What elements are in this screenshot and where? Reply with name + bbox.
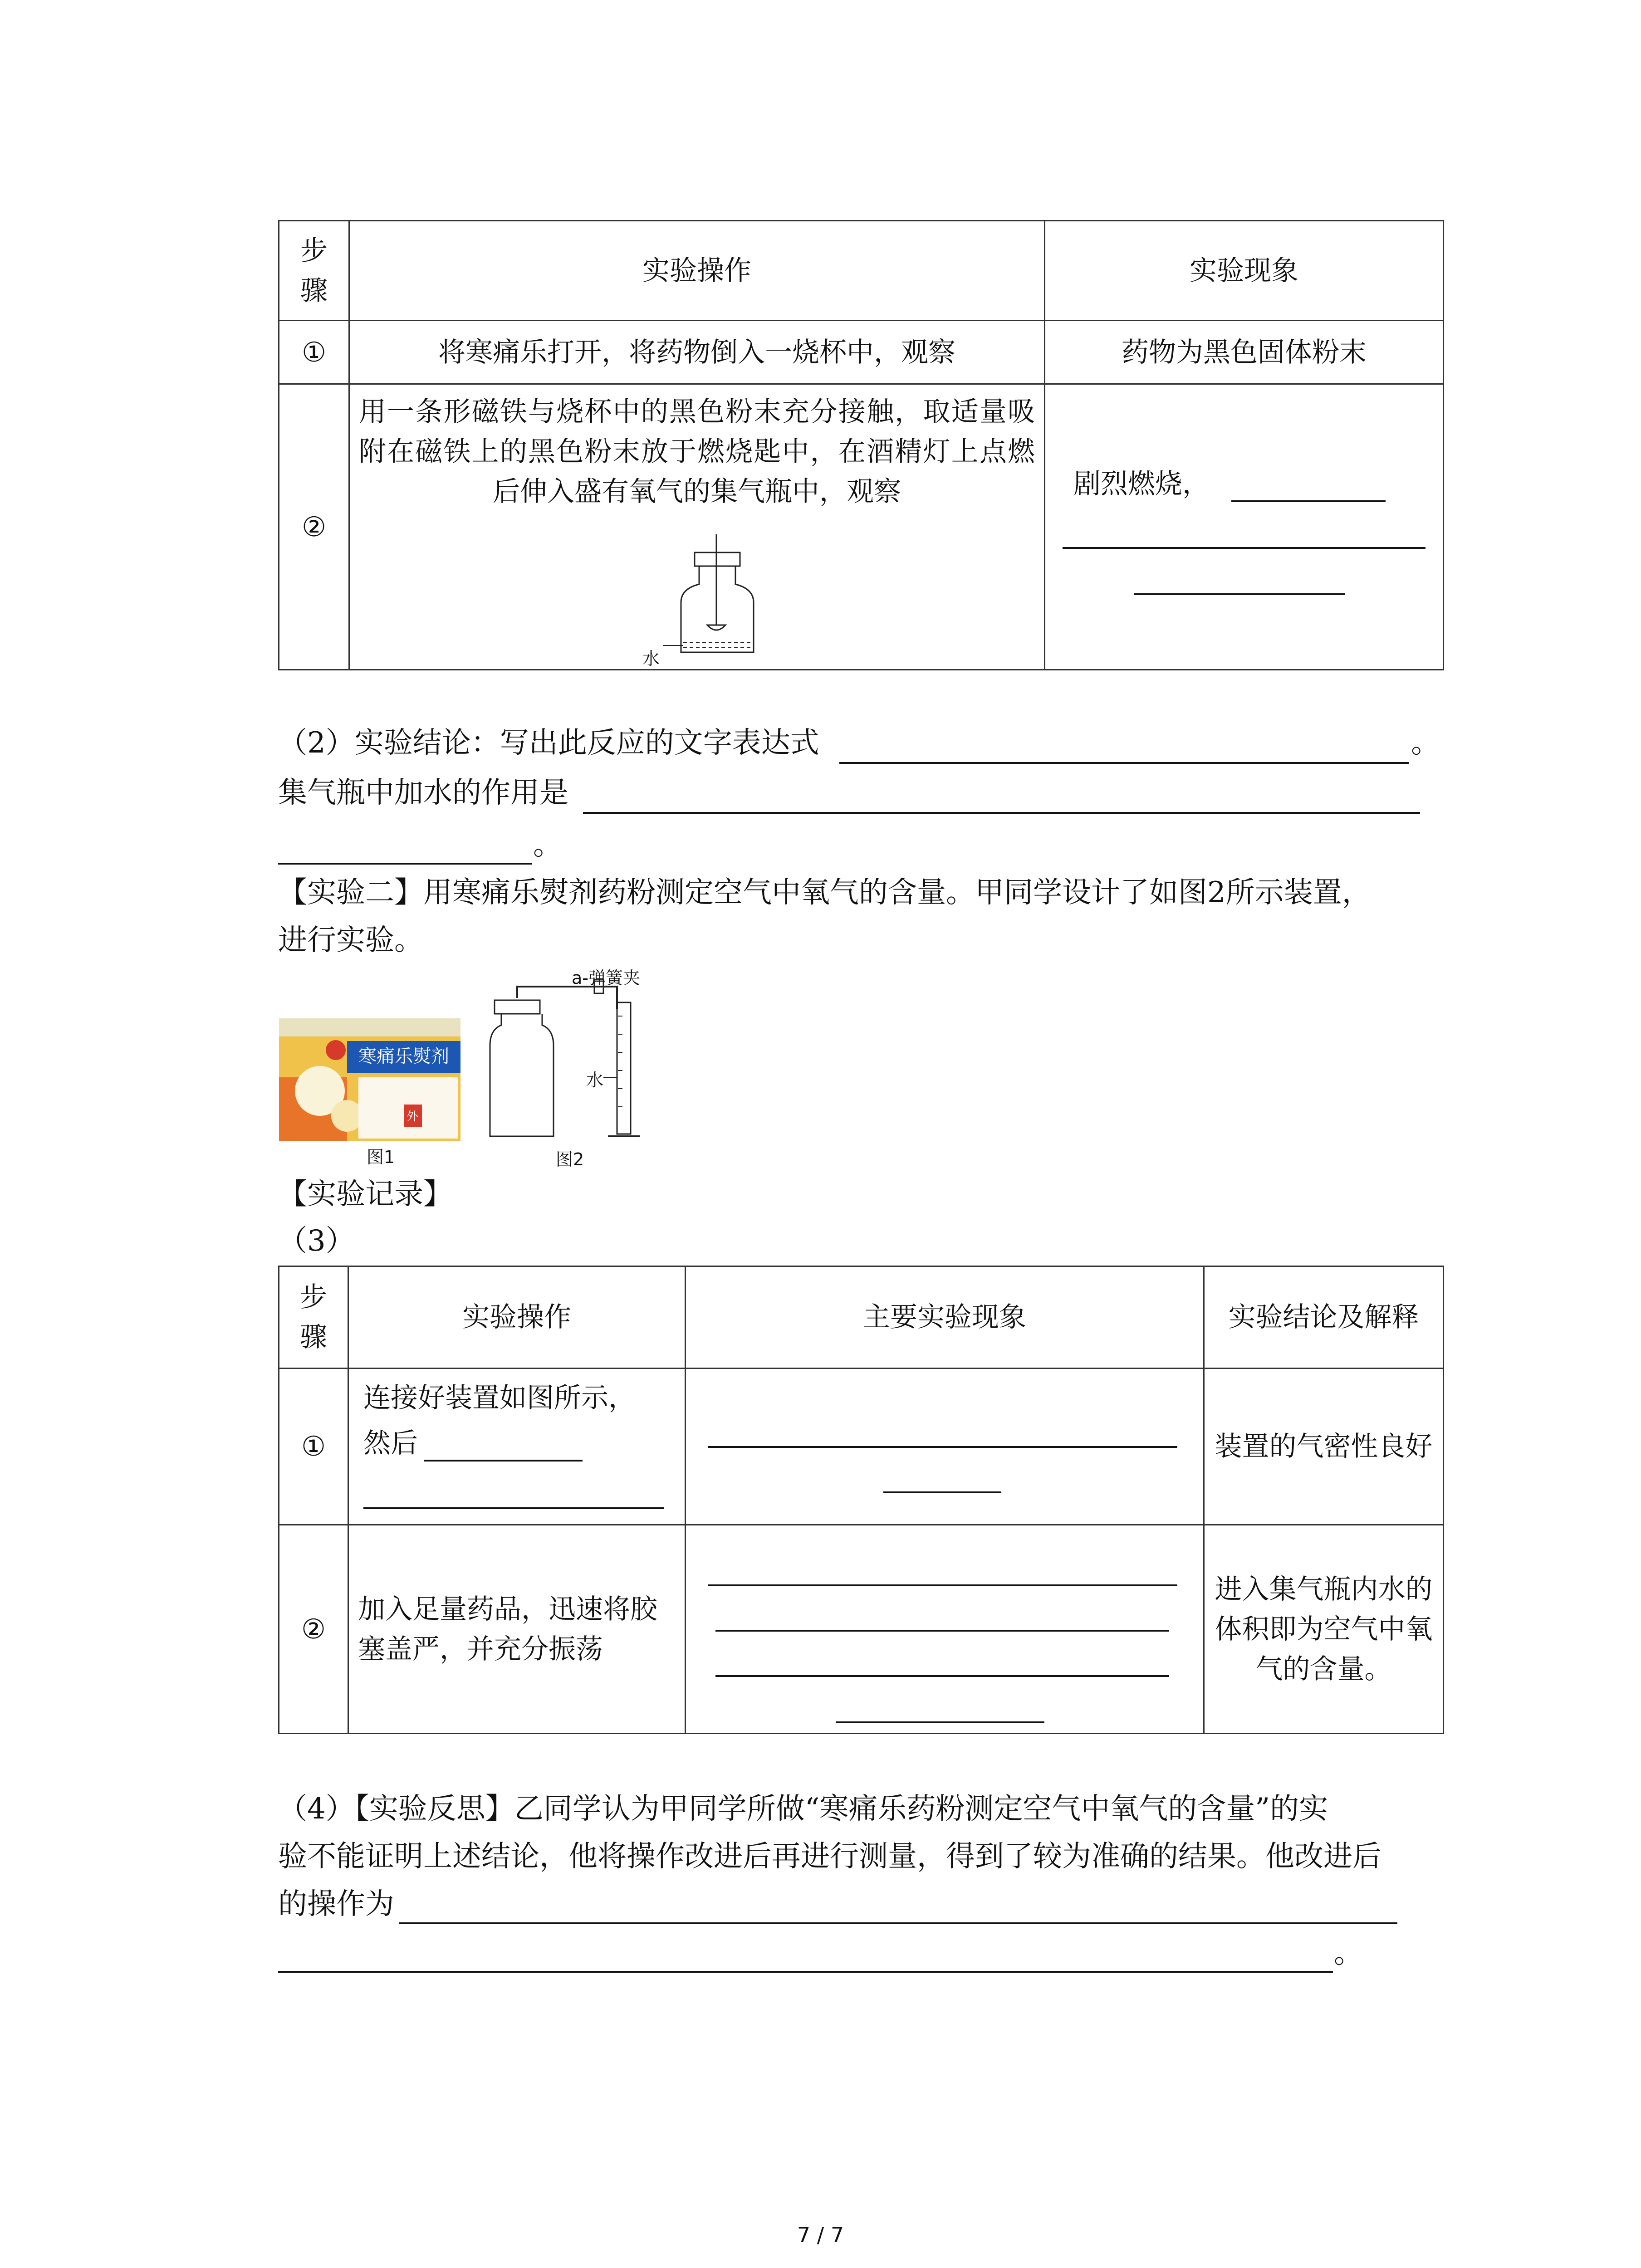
fig1-label: 图1 [367,1147,395,1167]
table1-row2-observation-cell [1045,384,1444,670]
q4-line2: 验不能证明上述结论，他将操作改进后再进行测量，得到了较为准确的结果。他改进后 [278,1840,1381,1873]
experiment-table-2 [278,1266,1444,1734]
experiment-table-1 [278,220,1444,670]
q3-label: （3） [278,1224,355,1258]
table2-row2-conclusion: 进入集气瓶内水的体积即为空气中氧气的含量。 [1204,1525,1444,1734]
q4-answer-line-2[interactable] [278,1971,1333,1973]
blank-line[interactable] [363,1507,664,1509]
table1-header-observation: 实验现象 [1045,221,1444,321]
q2-answer-line-3[interactable] [278,863,532,865]
table1-row2-observation: 剧烈燃烧， [1073,468,1210,500]
q4-answer-line-1[interactable] [399,1922,1397,1924]
table2-header-conclusion: 实验结论及解释 [1204,1266,1444,1369]
table2-row2-operation: 加入足量药品，迅速将胶塞盖严，并充分振荡 [348,1525,686,1734]
clamp-label: a-弹簧夹 [572,968,640,988]
table2-row2-phenomenon-cell [686,1525,1204,1734]
blank-line[interactable] [715,1630,1169,1632]
table1-row1-operation: 将寒痛乐打开，将药物倒入一烧杯中，观察 [349,321,1045,384]
table1-row1-step: ① [279,321,349,384]
table1-row2-operation: 用一条形磁铁与烧杯中的黑色粉末充分接触，取适量吸附在磁铁上的黑色粉末放于燃烧匙中，在酒精灯上点燃后伸入盛有氧气的集气瓶中，观察 [359,396,1035,508]
record-title: 【实验记录】 [278,1178,452,1211]
q2-answer-line-2[interactable] [583,812,1420,814]
product-box-image [279,1018,460,1141]
table2-row1-phenomenon-cell [686,1369,1204,1525]
table1-row2-step: ② [279,384,349,670]
q4-end-period: 。 [1334,1936,1363,1970]
q2-end-period: 。 [533,828,562,862]
table1-header-operation: 实验操作 [349,221,1045,321]
q2-period: 。 [1411,726,1440,760]
box-title-text: 寒痛乐熨剂 [358,1046,449,1067]
apparatus-figure [481,966,662,1148]
blank-line[interactable] [883,1491,1001,1493]
table1-row2-operation-cell [349,384,1045,670]
blank-line[interactable] [836,1721,1044,1723]
table2-row1-step: ① [279,1369,348,1525]
apparatus-water-label: 水 [586,1070,604,1090]
q2-line2: 集气瓶中加水的作用是 [278,776,568,810]
table1-header-step: 步 骤 [279,221,349,321]
blank-line[interactable] [1231,500,1386,502]
table2-header-operation: 实验操作 [348,1266,686,1369]
table2-row1-operation-cell [348,1369,686,1525]
table1-row1-observation: 药物为黑色固体粉末 [1045,321,1444,384]
table2-row1-op-line2: 然后 [363,1427,418,1459]
box-mark-text: 外 [406,1110,419,1124]
q4-line1: （4）【实验反思】乙同学认为甲同学所做“寒痛乐药粉测定空气中氧气的含量”的实 [278,1792,1328,1826]
table2-header-step: 步 骤 [279,1266,348,1369]
table2-row1-op-line1: 连接好装置如图所示， [363,1382,636,1414]
q2-answer-line-1[interactable] [839,762,1409,764]
blank-line[interactable] [708,1446,1177,1448]
blank-line[interactable] [715,1675,1169,1677]
table2-header-phenomenon: 主要实验现象 [686,1266,1204,1369]
blank-line[interactable] [708,1584,1177,1586]
table2-row1-conclusion: 装置的气密性良好 [1204,1369,1444,1525]
q4-line3: 的操作为 [278,1887,394,1921]
blank-line[interactable] [1134,593,1345,595]
blank-line[interactable] [424,1460,583,1461]
page-number: 7 / 7 [797,2223,844,2247]
exp2-line2: 进行实验。 [278,924,423,957]
fig2-label: 图2 [556,1149,584,1169]
table2-row2-step: ② [279,1525,348,1734]
blank-line[interactable] [1063,547,1425,549]
exp2-line1: 【实验二】用寒痛乐熨剂药粉测定空气中氧气的含量。甲同学设计了如图2所示装置， [278,876,1371,909]
jar-water-label: 水 [642,649,660,669]
q2-line1: （2）实验结论：写出此反应的文字表达式 [278,726,819,760]
